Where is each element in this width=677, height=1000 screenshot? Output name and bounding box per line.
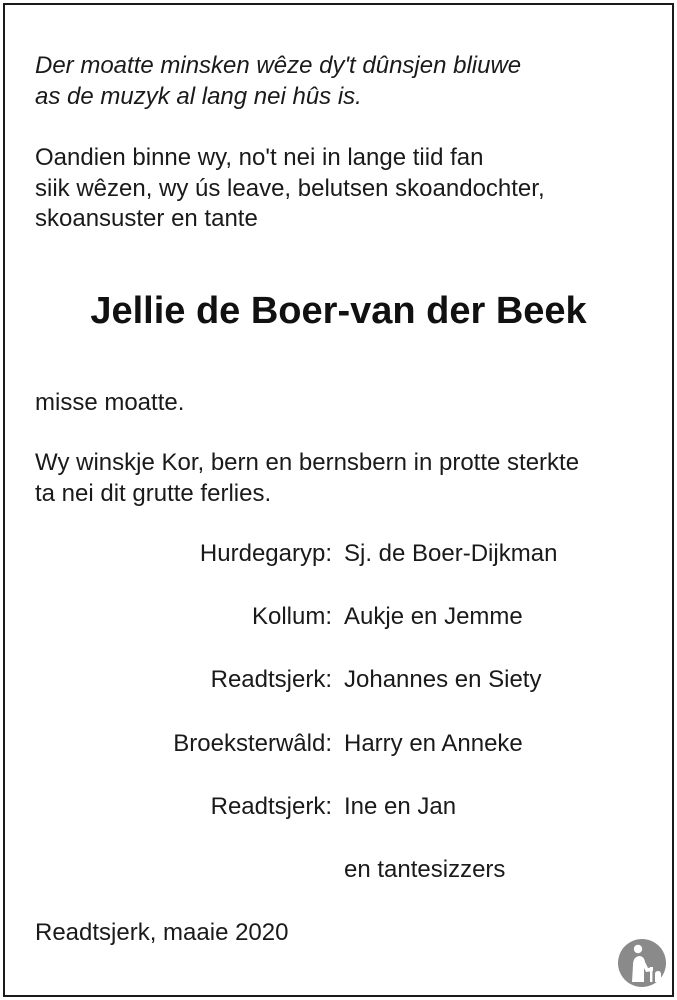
relative-place: Kollum: xyxy=(251,603,332,630)
relative-names: Aukje en Jemme xyxy=(344,603,523,630)
deceased-name: Jellie de Boer-van der Beek xyxy=(90,290,587,332)
intro-line-3: skoansuster en tante xyxy=(35,205,258,232)
relative-names: Sj. de Boer-Dijkman xyxy=(344,540,558,567)
wish-line-1: Wy winskje Kor, bern en bernsbern in protte sterkte xyxy=(35,449,580,476)
intro-line-1: Oandien binne wy, no't nei in lange tiid fan xyxy=(35,144,484,171)
intro-line-2: siik wêzen, wy ús leave, belutsen skoandochter, xyxy=(35,175,545,202)
relative-place: Readtsjerk: xyxy=(210,793,332,820)
relative-names: Harry en Anneke xyxy=(344,730,523,757)
relative-place: Readtsjerk: xyxy=(210,666,332,693)
relative-names: Johannes en Siety xyxy=(344,666,542,693)
relative-place: Broeksterwâld: xyxy=(173,730,332,757)
closing-names: en tantesizzers xyxy=(344,856,506,883)
place-date: Readtsjerk, maaie 2020 xyxy=(35,919,289,946)
wish-line-2: ta nei dit grutte ferlies. xyxy=(35,480,272,507)
after-name-text: misse moatte. xyxy=(35,389,185,416)
memorial-figure-icon xyxy=(617,938,667,988)
relative-place: Hurdegaryp: xyxy=(199,540,332,567)
poem-line-1: Der moatte minsken wêze dy't dûnsjen bliuwe xyxy=(35,52,522,79)
poem-line-2: as de muzyk al lang nei hûs is. xyxy=(35,83,362,110)
relative-names: Ine en Jan xyxy=(344,793,457,820)
